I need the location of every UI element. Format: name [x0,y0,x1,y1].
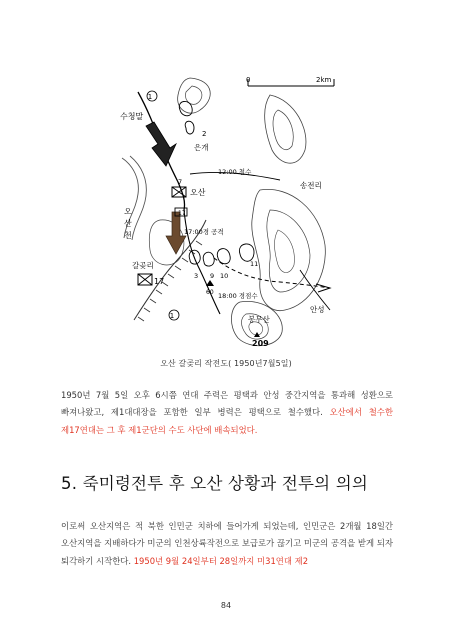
scale-bar [246,76,334,86]
place-osan: 오산 [190,188,206,197]
place-galgotri: 갈곶리 [132,261,154,270]
marker-unit: 17 [178,210,186,217]
marker-2: 2 [202,130,207,138]
map-caption: 오산 갈곶리 작전도( 1950년7월5일) [160,359,292,368]
place-eungae: 은개 [194,143,209,152]
attack-label: 17:00경 공격 [184,228,224,236]
place-suwonmyeon: 수청말 [120,112,144,121]
scale-start: 0 [246,76,251,84]
elev-209: 209 [252,339,269,348]
paragraph-1 [61,387,393,439]
map-svg [120,70,344,354]
hill-contour [178,78,211,113]
marker-3: 3 [194,272,199,280]
paragraph-1-text: 1950년 7월 5일 오후 6시쯤 연대 주력은 평택과 안성 중간지역을 통과해 성환으로 빠져나왔고, 제1대대장을 포함한 일부 병력은 평택으로 철수했다. [61,390,393,418]
time-1200: 12:00 철수 [218,168,252,176]
page-number: 84 [220,601,232,610]
place-anseong: 안성 [310,305,325,314]
scale-end: 2km [316,76,332,84]
paragraph-2 [61,518,393,570]
place-busansan: 봉무산 [248,315,270,324]
paragraph-1-highlight: 오산에서 철수한 제17연대는 그 후 제1군단의 수도 사단에 배속되었다. [61,407,393,435]
river-label-2: 산 [124,219,132,228]
marker-11: 11 [250,260,259,268]
paragraph-2-highlight: 1950년 9월 24일부터 28일까지 미31연대 제2 [133,555,309,566]
marker-1-top: 1 [147,93,153,101]
elev-60: 60 [206,289,214,296]
marker-7: 7 [178,178,183,186]
section-heading: 5. 죽미령전투 후 오산 상황과 전투의 의의 [61,474,369,493]
marker-10: 10 [220,272,229,280]
unit-17-label: 17 [154,277,165,286]
river-label-1: 오 [124,207,132,216]
paragraph-2-text: 이로써 오산지역은 적 북한 인민군 치하에 들어가게 되었는데, 인민군은 2개월 18일간 오산지역을 지배하다가 미군의 인천상륙작전으로 보급로가 끊기고 미군의 공격을 받게 되자 퇴각하기 시작한다. [61,521,393,566]
marker-9: 9 [210,272,215,280]
operation-map [120,70,344,354]
place-songjeonri: 송전리 [300,181,322,190]
river-label-3: 천 [124,231,132,240]
time-1800: 18:00 경점수 [218,292,258,300]
marker-1-bottom: 1 [169,312,175,320]
